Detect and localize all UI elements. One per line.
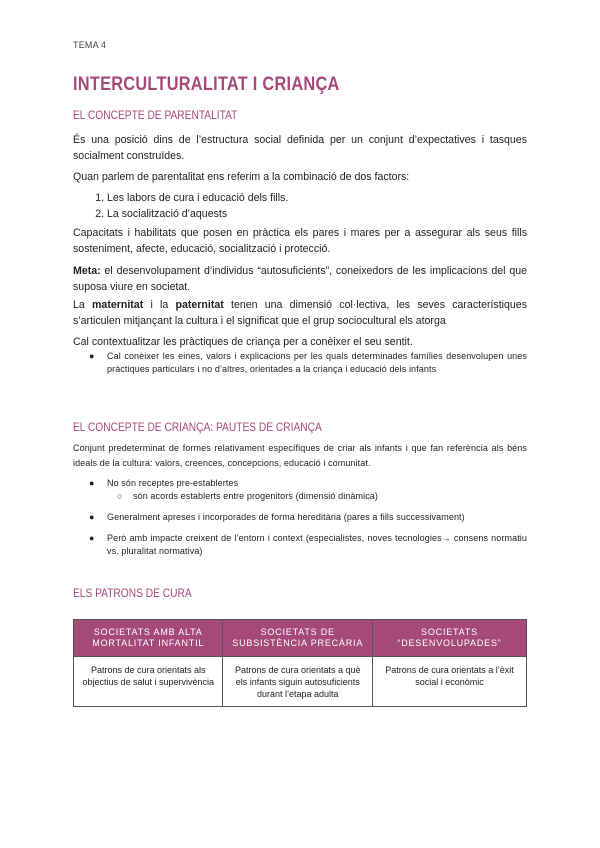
- paragraph-meta: [73, 263, 527, 295]
- bullet-list: [73, 477, 527, 558]
- list-item-text: Generalment apreses i incorporades de forma hereditària (pares a fills successivament): [107, 512, 465, 522]
- list-item: [73, 511, 527, 524]
- table-cell: Patrons de cura orientats als objectius de salut i supervivència: [74, 657, 223, 707]
- paragraph: Cal contextualitzar les pràctiques de criança per a conèixer el seu sentit.: [73, 336, 413, 348]
- bullet-icon: ●: [89, 533, 95, 543]
- paragraph: Quan parlem de parentalitat ens referim a la combinació de dos factors:: [73, 171, 410, 183]
- paragraph: Conjunt predeterminat de formes relativament específiques de criar als infants i que fan referència als béns ideals de la cultura: valors, creences, concepcions, educació i comunitat.: [73, 443, 527, 468]
- patterns-table: [73, 619, 527, 707]
- section-heading-parentalitat: EL CONCEPTE DE PARENTALITAT: [73, 108, 238, 122]
- text: i la: [143, 299, 176, 311]
- paragraph: És una posició dins de l’estructura social definida per un conjunt d’expectatives i tasques socialment construïdes.: [73, 134, 527, 162]
- numbered-list: [73, 190, 288, 222]
- paragraph-maternitat: [73, 297, 527, 329]
- list-item-text: són acords establerts entre progenitors (dimensió dinàmica): [133, 491, 379, 501]
- bold-term: maternitat: [92, 299, 144, 311]
- table-header-row: [74, 620, 527, 657]
- table-cell: Patrons de cura orientats a què els infants siguin autosuficients durant l’etapa adulta: [223, 657, 372, 707]
- table-header-cell: SOCIETATS DE SUBSISTÈNCIA PRECÀRIA: [223, 620, 372, 657]
- list-item: 1. Les labors de cura i educació dels fills.: [107, 190, 288, 206]
- meta-label: Meta:: [73, 265, 101, 277]
- text: tenen una dimensió col·lectiva, les seves característiques s’articulen mitjançant la cultura i el significat que el grup sociocultural els atorga: [73, 299, 527, 327]
- table-header-cell: SOCIETATS “DESENVOLUPADES”: [372, 620, 526, 657]
- bullet-icon: ●: [89, 478, 95, 488]
- list-item-text: Cal conèixer les eines, valors i explicacions per les quals determinades famílies desenvolupen unes pràctiques particulars i no d’altres, orientades a la criança i educació dels infants: [107, 351, 527, 374]
- circle-bullet-icon: ○: [117, 491, 123, 501]
- page-header: TEMA 4: [73, 40, 107, 50]
- text: La: [73, 299, 93, 311]
- table-header-cell: SOCIETATS AMB ALTA MORTALITAT INFANTIL: [74, 620, 223, 657]
- paragraph: Capacitats i habilitats que posen en pràctica els pares i mares per a assegurar als seus fills sosteniment, afecte, educació, socialització i protecció.: [73, 227, 527, 255]
- bullet-icon: ●: [89, 512, 95, 522]
- list-item: [73, 477, 527, 490]
- list-item-text: Però amb impacte creixent de l’entorn i context (especialistes, noves tecnologies→ consens normatiu vs. pluralitat normativa): [107, 533, 527, 556]
- list-item-text: No són receptes pre-establertes: [107, 478, 239, 488]
- section-heading-patrons: ELS PATRONS DE CURA: [73, 586, 192, 600]
- bold-term: paternitat: [175, 299, 224, 311]
- table-cell: Patrons de cura orientats a l’èxit social i econòmic: [372, 657, 526, 707]
- meta-text: el desenvolupament d’individus “autosuficients”, coneixedors de les implicacions del que suposa viure en societat.: [73, 265, 527, 293]
- table-row: [74, 657, 527, 707]
- bullet-list: [73, 350, 527, 376]
- list-item: [73, 350, 527, 376]
- sub-list-item: [73, 490, 527, 503]
- list-item: 2. La socialització d’aquests: [107, 206, 288, 222]
- section-heading-crianca: EL CONCEPTE DE CRIANÇA: PAUTES DE CRIANÇA: [73, 420, 322, 434]
- bullet-icon: ●: [89, 351, 95, 361]
- list-item: [73, 532, 527, 558]
- document-title: INTERCULTURALITAT I CRIANÇA: [73, 74, 340, 95]
